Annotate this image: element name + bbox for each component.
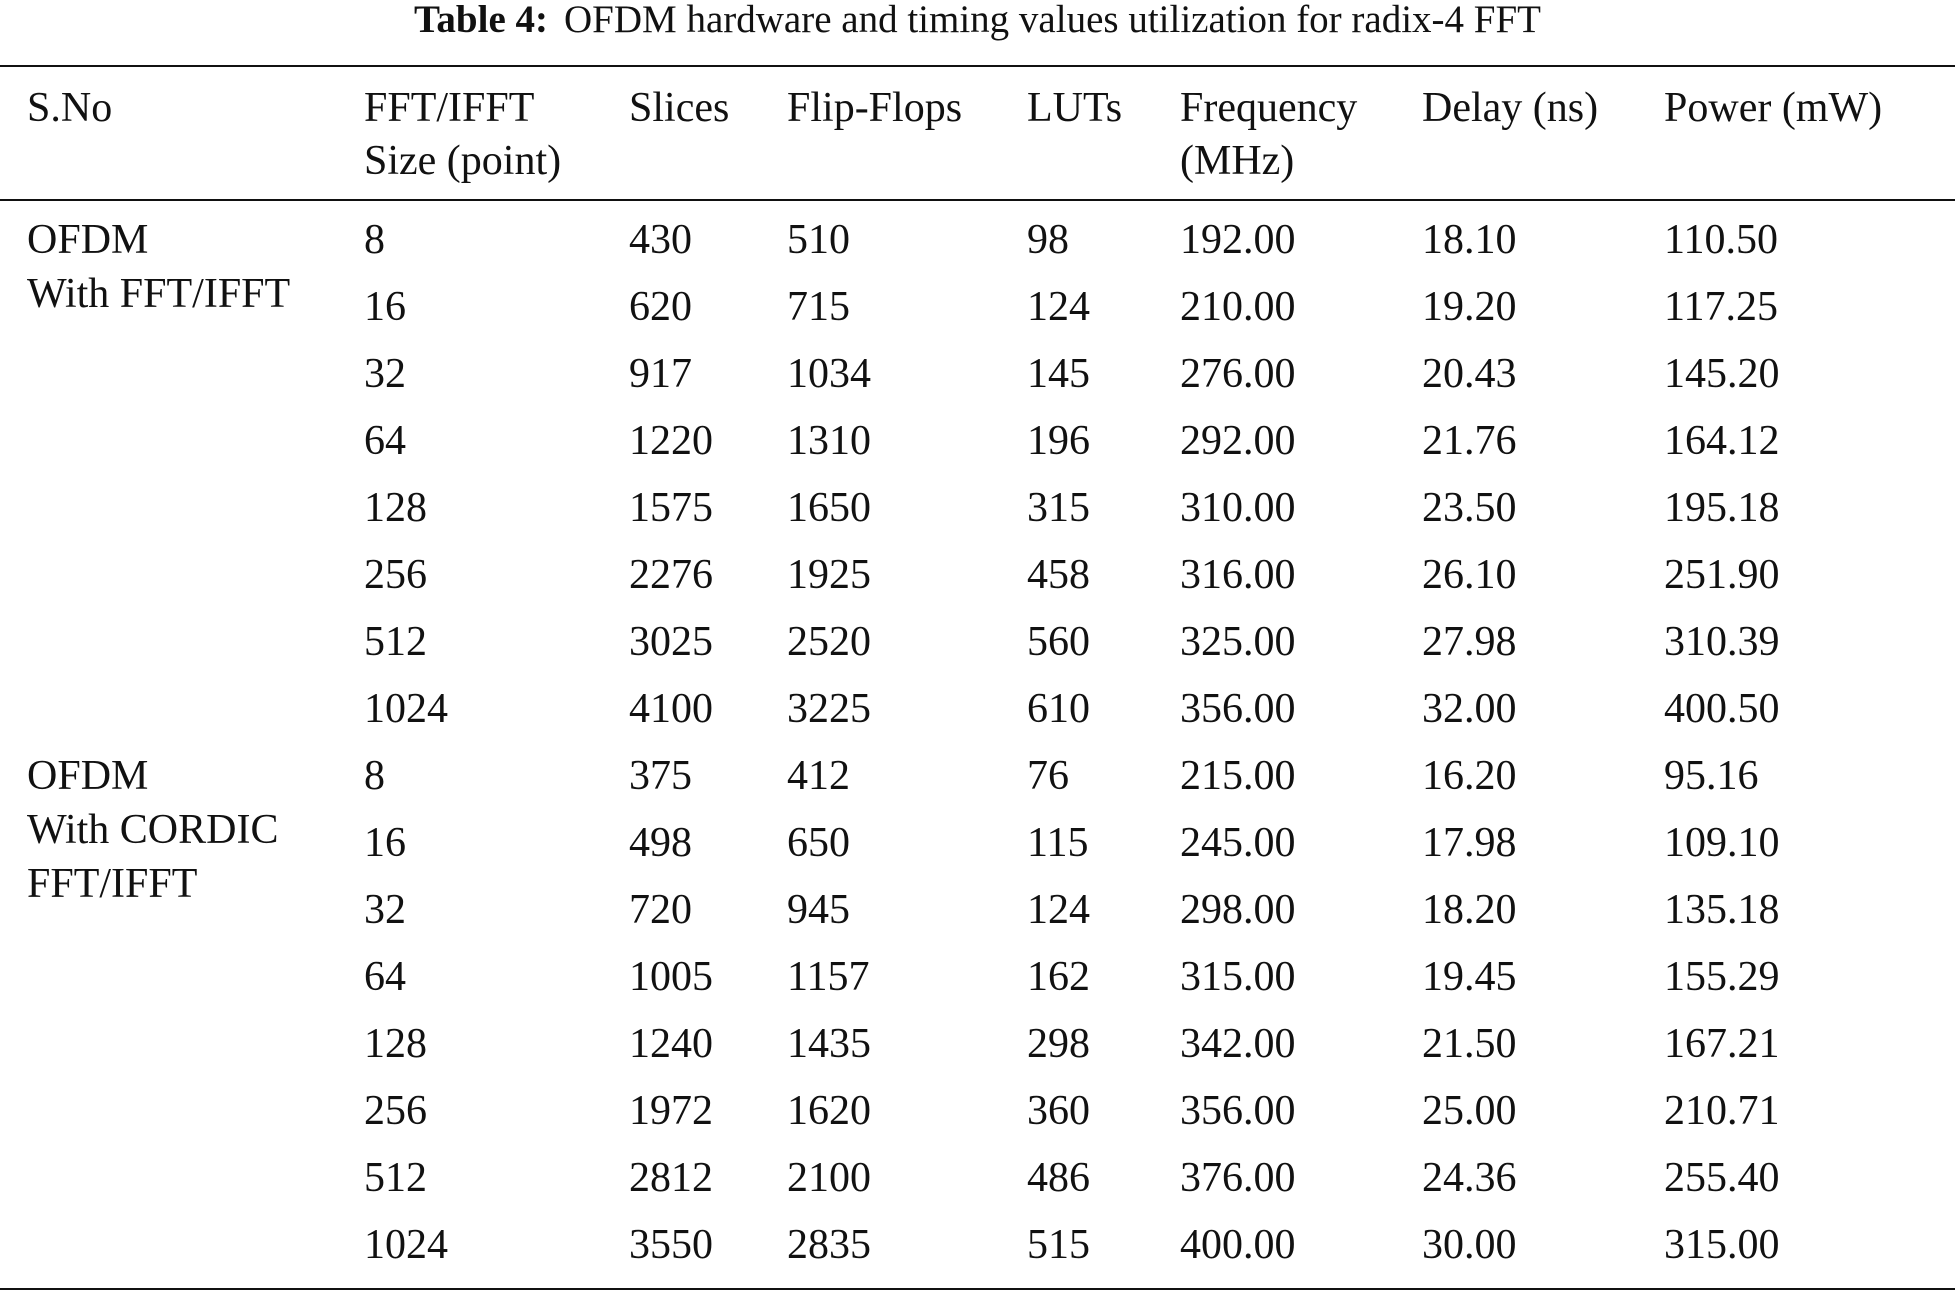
cell-frequency: 400.00 [1180,1222,1296,1268]
cell-slices: 2276 [629,552,713,598]
table-row [0,1145,1955,1212]
cell-luts: 145 [1027,351,1090,397]
cell-delay: 19.20 [1422,284,1517,330]
cell-slices: 720 [629,887,692,933]
cell-frequency: 276.00 [1180,351,1296,397]
cell-slices: 4100 [629,686,713,732]
table-row [0,944,1955,1011]
cell-slices: 1240 [629,1021,713,1067]
cell-frequency: 315.00 [1180,954,1296,1000]
group-label-line: OFDM [27,217,149,263]
cell-luts: 360 [1027,1088,1090,1134]
cell-slices: 3550 [629,1222,713,1268]
cell-delay: 32.00 [1422,686,1517,732]
table-row [0,408,1955,475]
cell-flipflops: 1310 [787,418,871,464]
table-row [0,341,1955,408]
cell-luts: 162 [1027,954,1090,1000]
header-rule [0,199,1955,201]
cell-power: 117.25 [1664,284,1778,330]
cell-size: 16 [364,820,406,866]
cell-frequency: 215.00 [1180,753,1296,799]
cell-delay: 16.20 [1422,753,1517,799]
cell-delay: 24.36 [1422,1155,1517,1201]
cell-size: 32 [364,351,406,397]
cell-size: 256 [364,1088,427,1134]
cell-frequency: 342.00 [1180,1021,1296,1067]
header-frequency-line2: (MHz) [1180,138,1295,184]
cell-frequency: 325.00 [1180,619,1296,665]
cell-delay: 25.00 [1422,1088,1517,1134]
table-row [0,274,1955,341]
cell-power: 110.50 [1664,217,1778,263]
cell-luts: 610 [1027,686,1090,732]
table-row [0,743,1955,810]
cell-flipflops: 2520 [787,619,871,665]
cell-power: 135.18 [1664,887,1780,933]
cell-flipflops: 1435 [787,1021,871,1067]
cell-flipflops: 2100 [787,1155,871,1201]
cell-delay: 26.10 [1422,552,1517,598]
cell-size: 8 [364,217,385,263]
header-power: Power (mW) [1664,85,1883,131]
cell-luts: 115 [1027,820,1089,866]
cell-flipflops: 1650 [787,485,871,531]
cell-luts: 298 [1027,1021,1090,1067]
header-frequency-line1: Frequency [1180,85,1358,131]
cell-luts: 124 [1027,887,1090,933]
cell-slices: 917 [629,351,692,397]
cell-delay: 18.10 [1422,217,1517,263]
cell-slices: 3025 [629,619,713,665]
cell-luts: 124 [1027,284,1090,330]
header-delay: Delay (ns) [1422,85,1599,131]
cell-power: 109.10 [1664,820,1780,866]
bottom-rule [0,1288,1955,1290]
cell-power: 255.40 [1664,1155,1780,1201]
table-row [0,1078,1955,1145]
cell-size: 64 [364,418,406,464]
cell-luts: 315 [1027,485,1090,531]
cell-flipflops: 715 [787,284,850,330]
cell-delay: 21.76 [1422,418,1517,464]
header-slices: Slices [629,85,730,131]
top-rule [0,65,1955,67]
cell-slices: 1575 [629,485,713,531]
cell-delay: 23.50 [1422,485,1517,531]
cell-power: 315.00 [1664,1222,1780,1268]
cell-power: 400.50 [1664,686,1780,732]
header-flipflops: Flip-Flops [787,85,963,131]
cell-flipflops: 945 [787,887,850,933]
cell-power: 145.20 [1664,351,1780,397]
cell-luts: 76 [1027,753,1069,799]
table-row [0,1011,1955,1078]
cell-delay: 17.98 [1422,820,1517,866]
cell-flipflops: 1620 [787,1088,871,1134]
cell-frequency: 292.00 [1180,418,1296,464]
cell-size: 128 [364,1021,427,1067]
cell-size: 256 [364,552,427,598]
cell-frequency: 310.00 [1180,485,1296,531]
cell-power: 155.29 [1664,954,1780,1000]
cell-power: 95.16 [1664,753,1759,799]
cell-power: 164.12 [1664,418,1780,464]
cell-power: 310.39 [1664,619,1780,665]
cell-frequency: 298.00 [1180,887,1296,933]
header-sno: S.No [27,85,113,131]
cell-flipflops: 1034 [787,351,871,397]
table-row [0,1212,1955,1279]
group-label-line: With CORDIC [27,807,279,853]
cell-size: 128 [364,485,427,531]
cell-delay: 18.20 [1422,887,1517,933]
cell-size: 32 [364,887,406,933]
cell-flipflops: 2835 [787,1222,871,1268]
cell-slices: 1220 [629,418,713,464]
cell-power: 167.21 [1664,1021,1780,1067]
cell-luts: 486 [1027,1155,1090,1201]
cell-power: 195.18 [1664,485,1780,531]
caption-label: Table 4: [414,0,549,41]
header-luts: LUTs [1027,85,1123,131]
cell-luts: 458 [1027,552,1090,598]
table-caption [0,0,1955,40]
cell-power: 210.71 [1664,1088,1780,1134]
header-size-line1: FFT/IFFT [364,85,535,131]
cell-flipflops: 1925 [787,552,871,598]
table-row [0,475,1955,542]
cell-delay: 20.43 [1422,351,1517,397]
caption-text: OFDM hardware and timing values utilization for radix-4 FFT [564,0,1541,41]
cell-size: 64 [364,954,406,1000]
cell-luts: 98 [1027,217,1069,263]
cell-frequency: 376.00 [1180,1155,1296,1201]
cell-luts: 196 [1027,418,1090,464]
cell-luts: 515 [1027,1222,1090,1268]
cell-frequency: 356.00 [1180,686,1296,732]
table-row [0,609,1955,676]
header-size [364,82,561,188]
cell-size: 8 [364,753,385,799]
group-label-line: With FFT/IFFT [27,271,291,317]
cell-frequency: 192.00 [1180,217,1296,263]
cell-delay: 19.45 [1422,954,1517,1000]
cell-slices: 1972 [629,1088,713,1134]
cell-slices: 1005 [629,954,713,1000]
cell-frequency: 210.00 [1180,284,1296,330]
cell-delay: 30.00 [1422,1222,1517,1268]
cell-delay: 27.98 [1422,619,1517,665]
table-row [0,877,1955,944]
cell-slices: 375 [629,753,692,799]
table-row [0,542,1955,609]
cell-delay: 21.50 [1422,1021,1517,1067]
cell-slices: 2812 [629,1155,713,1201]
cell-flipflops: 650 [787,820,850,866]
cell-power: 251.90 [1664,552,1780,598]
cell-flipflops: 1157 [787,954,870,1000]
cell-slices: 430 [629,217,692,263]
cell-size: 16 [364,284,406,330]
cell-flipflops: 412 [787,753,850,799]
cell-flipflops: 510 [787,217,850,263]
cell-size: 1024 [364,1222,448,1268]
header-frequency [1180,82,1357,188]
header-size-line2: Size (point) [364,138,562,184]
cell-frequency: 245.00 [1180,820,1296,866]
cell-slices: 620 [629,284,692,330]
table-row [0,676,1955,743]
cell-luts: 560 [1027,619,1090,665]
cell-slices: 498 [629,820,692,866]
cell-size: 512 [364,619,427,665]
group-label-line: OFDM [27,753,149,799]
cell-frequency: 356.00 [1180,1088,1296,1134]
table-row [0,810,1955,877]
table-row [0,207,1955,274]
cell-size: 512 [364,1155,427,1201]
cell-flipflops: 3225 [787,686,871,732]
cell-size: 1024 [364,686,448,732]
cell-frequency: 316.00 [1180,552,1296,598]
group-label-line: FFT/IFFT [27,861,198,907]
